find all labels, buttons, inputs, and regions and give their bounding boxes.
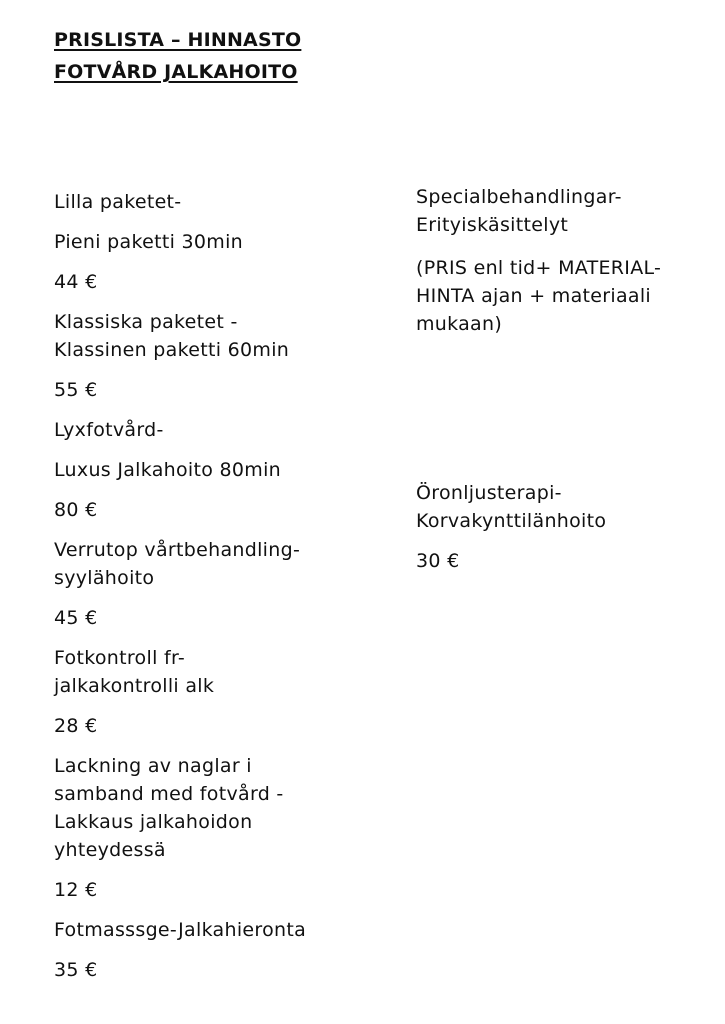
lackning-title-line-3: Lakkaus jalkahoidon xyxy=(54,811,253,833)
right-price-column xyxy=(416,183,716,575)
lackning-title-line-2: samband med fotvård - xyxy=(54,783,284,805)
lyxfotvard-price: 80 € xyxy=(54,499,98,521)
specialbehandlingar-note-line-3: mukaan) xyxy=(416,313,503,335)
specialbehandlingar-note-line-1: (PRIS enl tid+ MATERIAL- xyxy=(416,257,662,279)
lyxfotvard-subtitle: Luxus Jalkahoito 80min xyxy=(54,459,282,481)
specialbehandlingar-title-line-1: Specialbehandlingar- xyxy=(416,186,622,208)
lackning-title-line-1: Lackning av naglar i xyxy=(54,755,252,777)
fotmassage-price: 35 € xyxy=(54,959,98,981)
heading-line-fotvard: FOTVÅRD JALKAHOITO xyxy=(54,61,298,83)
klassiska-paketet-title-line-2: Klassinen paketti 60min xyxy=(54,339,290,361)
specialbehandlingar-title-line-2: Erityiskäsittelyt xyxy=(416,214,569,236)
left-price-column xyxy=(54,188,374,984)
lilla-paketet-subtitle: Pieni paketti 30min xyxy=(54,231,244,253)
heading-line-prislista: PRISLISTA – HINNASTO xyxy=(54,29,302,51)
lilla-paketet-price: 44 € xyxy=(54,271,98,293)
oronljusterapi-title-line-2: Korvakynttilänhoito xyxy=(416,510,607,532)
oronljusterapi-title-line-1: Öronljusterapi- xyxy=(416,482,562,504)
verrutop-title-line-1: Verrutop vårtbehandling- xyxy=(54,539,301,561)
fotmassage-title: Fotmasssge-Jalkahieronta xyxy=(54,919,307,941)
oronljusterapi-price: 30 € xyxy=(416,550,460,572)
fotkontroll-title-line-2: jalkakontrolli alk xyxy=(54,675,215,697)
fotkontroll-price: 28 € xyxy=(54,715,98,737)
klassiska-paketet-title-line-1: Klassiska paketet - xyxy=(54,311,238,333)
lyxfotvard-title: Lyxfotvård- xyxy=(54,419,164,441)
fotkontroll-title-line-1: Fotkontroll fr- xyxy=(54,647,186,669)
price-list-heading xyxy=(54,24,301,88)
klassiska-paketet-price: 55 € xyxy=(54,379,98,401)
lilla-paketet-title: Lilla paketet- xyxy=(54,191,182,213)
verrutop-price: 45 € xyxy=(54,607,98,629)
lackning-price: 12 € xyxy=(54,879,98,901)
specialbehandlingar-note-line-2: HINTA ajan + materiaali xyxy=(416,285,652,307)
lackning-title-line-4: yhteydessä xyxy=(54,839,166,861)
verrutop-title-line-2: syylähoito xyxy=(54,567,155,589)
